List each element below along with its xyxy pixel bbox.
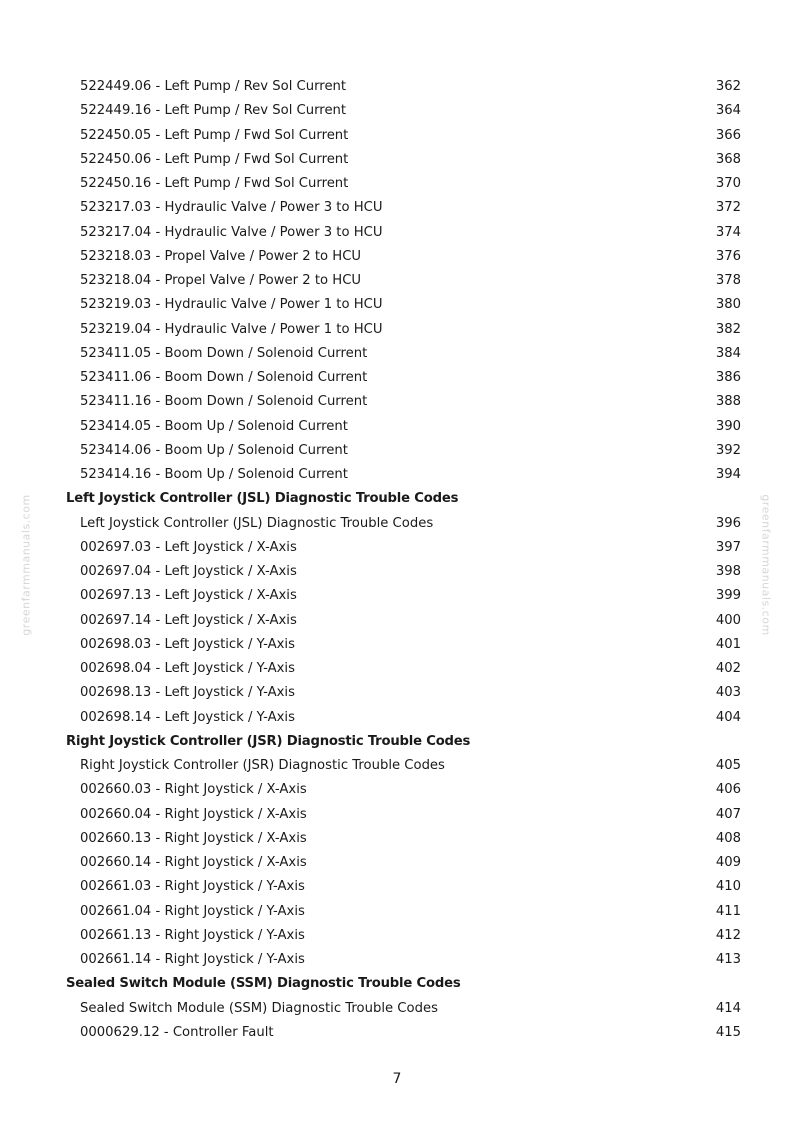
watermark-left: greenfarmmanuals.com <box>19 494 33 636</box>
table-of-contents <box>0 75 794 1045</box>
toc-entry-page-number: 409 <box>715 855 741 870</box>
toc-entry[interactable] <box>0 997 794 1021</box>
toc-entry[interactable] <box>0 803 794 827</box>
toc-entry-page-number: 362 <box>715 79 741 94</box>
toc-entry-page-number: 392 <box>715 442 741 458</box>
toc-entry-page-number: 366 <box>715 127 741 143</box>
toc-entry-page-number: 388 <box>715 394 741 410</box>
toc-entry-page-number: 412 <box>715 927 741 943</box>
toc-entry-title: 002660.03 - Right Joystick / X-Axis <box>80 782 307 798</box>
toc-entry-title: 0000629.12 - Controller Fault <box>80 1024 274 1040</box>
toc-entry-title: 523217.04 - Hydraulic Valve / Power 3 to HCU <box>80 224 383 240</box>
toc-entry[interactable] <box>0 245 794 269</box>
toc-entry-title: 523414.16 - Boom Up / Solenoid Current <box>80 467 348 482</box>
toc-entry-title: 002697.03 - Left Joystick / X-Axis <box>80 539 297 555</box>
toc-entry-title: 523414.05 - Boom Up / Solenoid Current <box>80 418 348 434</box>
toc-entry-title: 002660.13 - Right Joystick / X-Axis <box>80 830 307 846</box>
toc-entry[interactable] <box>0 633 794 657</box>
toc-entry[interactable] <box>0 657 794 681</box>
toc-entry-title: 002698.04 - Left Joystick / Y-Axis <box>80 661 295 676</box>
toc-entry[interactable] <box>0 269 794 293</box>
toc-entry-page-number: 386 <box>715 370 741 385</box>
toc-entry-page-number: 397 <box>715 539 741 555</box>
toc-section-heading[interactable] <box>0 730 794 754</box>
watermark-right: greenfarmmanuals.com <box>759 494 773 636</box>
toc-entry[interactable] <box>0 196 794 220</box>
toc-entry[interactable] <box>0 875 794 899</box>
toc-entry-title: Right Joystick Controller (JSR) Diagnostic Trouble Codes <box>80 758 445 773</box>
toc-entry-page-number: 408 <box>715 830 741 846</box>
toc-entry[interactable] <box>0 99 794 123</box>
toc-entry-title: 523219.03 - Hydraulic Valve / Power 1 to HCU <box>80 297 383 313</box>
toc-entry-page-number: 403 <box>715 685 741 701</box>
toc-entry-title: 002660.14 - Right Joystick / X-Axis <box>80 855 307 870</box>
toc-entry-title: 002698.14 - Left Joystick / Y-Axis <box>80 709 295 725</box>
toc-entry-title: 523218.04 - Propel Valve / Power 2 to HCU <box>80 273 362 288</box>
toc-entry-page-number: 414 <box>715 1000 741 1016</box>
toc-entry[interactable] <box>0 924 794 948</box>
toc-entry-page-number: 410 <box>715 879 741 895</box>
toc-entry[interactable] <box>0 948 794 972</box>
toc-entry-title: Left Joystick Controller (JSL) Diagnostic Trouble Codes <box>66 491 459 507</box>
toc-entry-page-number: 382 <box>715 321 741 337</box>
toc-entry-page-number: 400 <box>715 612 741 628</box>
toc-entry[interactable] <box>0 221 794 245</box>
toc-entry-page-number: 378 <box>715 273 741 288</box>
toc-entry-title: 523219.04 - Hydraulic Valve / Power 1 to HCU <box>80 321 383 337</box>
toc-entry[interactable] <box>0 778 794 802</box>
toc-entry-title: Sealed Switch Module (SSM) Diagnostic Trouble Codes <box>66 976 461 992</box>
toc-entry-title: 523217.03 - Hydraulic Valve / Power 3 to HCU <box>80 200 383 216</box>
toc-entry[interactable] <box>0 900 794 924</box>
toc-entry-page-number: 390 <box>715 418 741 434</box>
toc-entry[interactable] <box>0 439 794 463</box>
toc-entry[interactable] <box>0 512 794 536</box>
toc-entry-title: Right Joystick Controller (JSR) Diagnostic Trouble Codes <box>66 733 471 749</box>
toc-entry-page-number: 406 <box>715 782 741 798</box>
toc-entry[interactable] <box>0 851 794 875</box>
toc-entry-title: 002661.14 - Right Joystick / Y-Axis <box>80 952 305 967</box>
toc-entry-title: 002661.13 - Right Joystick / Y-Axis <box>80 927 305 943</box>
toc-entry-page-number: 372 <box>715 200 741 216</box>
toc-section-heading[interactable] <box>0 972 794 996</box>
toc-entry[interactable] <box>0 463 794 487</box>
toc-entry-page-number: 399 <box>715 588 741 604</box>
toc-entry-page-number: 374 <box>715 224 741 240</box>
toc-entry[interactable] <box>0 124 794 148</box>
toc-entry[interactable] <box>0 318 794 342</box>
toc-entry-page-number: 380 <box>715 297 741 313</box>
toc-entry[interactable] <box>0 1021 794 1045</box>
toc-entry-page-number: 402 <box>715 661 741 676</box>
toc-entry-title: 002698.13 - Left Joystick / Y-Axis <box>80 685 295 701</box>
toc-entry-page-number: 404 <box>715 709 741 725</box>
toc-entry[interactable] <box>0 584 794 608</box>
toc-entry[interactable] <box>0 293 794 317</box>
toc-entry-page-number: 364 <box>715 103 741 119</box>
toc-entry-page-number: 376 <box>715 248 741 264</box>
toc-entry[interactable] <box>0 560 794 584</box>
toc-entry-page-number: 405 <box>715 758 741 773</box>
toc-entry[interactable] <box>0 390 794 414</box>
toc-entry-title: 002660.04 - Right Joystick / X-Axis <box>80 806 307 822</box>
toc-entry-title: 523411.05 - Boom Down / Solenoid Current <box>80 345 368 361</box>
toc-entry[interactable] <box>0 75 794 99</box>
page-number: 7 <box>392 1071 402 1087</box>
toc-entry-title: 522449.06 - Left Pump / Rev Sol Current <box>80 79 347 94</box>
toc-entry-page-number: 370 <box>715 176 741 191</box>
toc-entry-page-number: 384 <box>715 345 741 361</box>
toc-entry-title: Sealed Switch Module (SSM) Diagnostic Trouble Codes <box>80 1000 438 1016</box>
toc-entry-page-number: 398 <box>715 564 741 579</box>
toc-entry[interactable] <box>0 415 794 439</box>
toc-entry[interactable] <box>0 827 794 851</box>
toc-entry-title: 002661.03 - Right Joystick / Y-Axis <box>80 879 305 895</box>
toc-entry-title: 002697.13 - Left Joystick / X-Axis <box>80 588 297 604</box>
toc-entry-page-number: 394 <box>715 467 741 482</box>
toc-entry-title: 523411.06 - Boom Down / Solenoid Current <box>80 370 368 385</box>
toc-entry-title: 002661.04 - Right Joystick / Y-Axis <box>80 903 305 919</box>
toc-entry-title: 002697.14 - Left Joystick / X-Axis <box>80 612 297 628</box>
toc-entry-title: 522449.16 - Left Pump / Rev Sol Current <box>80 103 347 119</box>
toc-entry-title: 523218.03 - Propel Valve / Power 2 to HCU <box>80 248 362 264</box>
toc-entry-title: 523411.16 - Boom Down / Solenoid Current <box>80 394 368 410</box>
toc-entry[interactable] <box>0 148 794 172</box>
toc-entry-title: 523414.06 - Boom Up / Solenoid Current <box>80 442 348 458</box>
toc-entry-title: Left Joystick Controller (JSL) Diagnostic Trouble Codes <box>80 515 434 531</box>
toc-entry-page-number: 368 <box>715 151 741 167</box>
toc-entry-page-number: 415 <box>715 1024 741 1040</box>
toc-entry[interactable] <box>0 172 794 196</box>
toc-entry-page-number: 407 <box>715 806 741 822</box>
toc-entry[interactable] <box>0 706 794 730</box>
toc-entry-title: 002697.04 - Left Joystick / X-Axis <box>80 564 297 579</box>
toc-entry[interactable] <box>0 609 794 633</box>
toc-entry-title: 522450.06 - Left Pump / Fwd Sol Current <box>80 151 349 167</box>
toc-entry[interactable] <box>0 681 794 705</box>
toc-entry-page-number: 413 <box>715 952 741 967</box>
toc-entry-title: 522450.16 - Left Pump / Fwd Sol Current <box>80 176 349 191</box>
toc-entry-page-number: 411 <box>715 903 741 919</box>
toc-entry[interactable] <box>0 342 794 366</box>
toc-entry-title: 002698.03 - Left Joystick / Y-Axis <box>80 636 295 652</box>
toc-entry-page-number: 401 <box>715 636 741 652</box>
toc-entry[interactable] <box>0 536 794 560</box>
toc-entry-page-number: 396 <box>715 515 741 531</box>
toc-entry[interactable] <box>0 366 794 390</box>
toc-entry-title: 522450.05 - Left Pump / Fwd Sol Current <box>80 127 349 143</box>
toc-section-heading[interactable] <box>0 487 794 511</box>
toc-entry[interactable] <box>0 754 794 778</box>
